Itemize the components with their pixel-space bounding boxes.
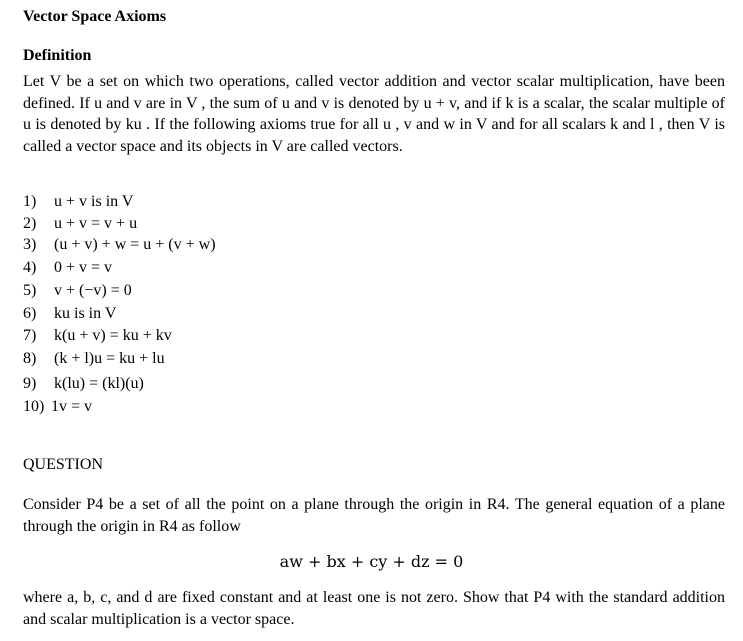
question-text: Consider P4 be a set of all the point on a plane through the origin in R4. The general equation of a plane through the origin in R4 as follow <box>23 496 725 535</box>
axiom-item: 8) (k + l)u = ku + lu <box>23 350 165 367</box>
axiom-item: 5) v + (−v) = 0 <box>23 282 132 299</box>
axiom-item: 3) (u + v) + w = u + (v + w) <box>23 236 216 253</box>
plane-equation: aw + bx + cy + dz = 0 <box>279 552 464 571</box>
page-title: Vector Space Axioms <box>23 8 167 25</box>
axiom-item: 10) 1v = v <box>23 398 93 415</box>
definition-heading: Definition <box>23 47 92 64</box>
axiom-item: 6) ku is in V <box>23 305 117 322</box>
axiom-item: 4) 0 + v = v <box>23 259 113 276</box>
question-footer: where a, b, c, and d are fixed constant and at least one is not zero. Show that P4 with the standard addition and scalar multiplication is a vector space. <box>23 589 725 628</box>
axiom-item: 2) u + v = v + u <box>23 215 138 232</box>
definition-text: Let V be a set on which two operations, called vector addition and vector scalar multiplication, have been defined. If u and v are in V , the sum of u and v is denoted by u + v, and if k is a scalar, the scalar multiple of u is denoted by ku . If the following axioms true for all u , v and w in V and for all scalars k and l , then V is called a vector space and its objects in V are called vectors. <box>23 73 725 155</box>
question-heading: QUESTION <box>23 456 103 473</box>
axiom-item: 9) k(lu) = (kl)(u) <box>23 375 144 392</box>
axiom-item: 1) u + v is in V <box>23 193 134 210</box>
axiom-item: 7) k(u + v) = ku + kv <box>23 327 172 344</box>
